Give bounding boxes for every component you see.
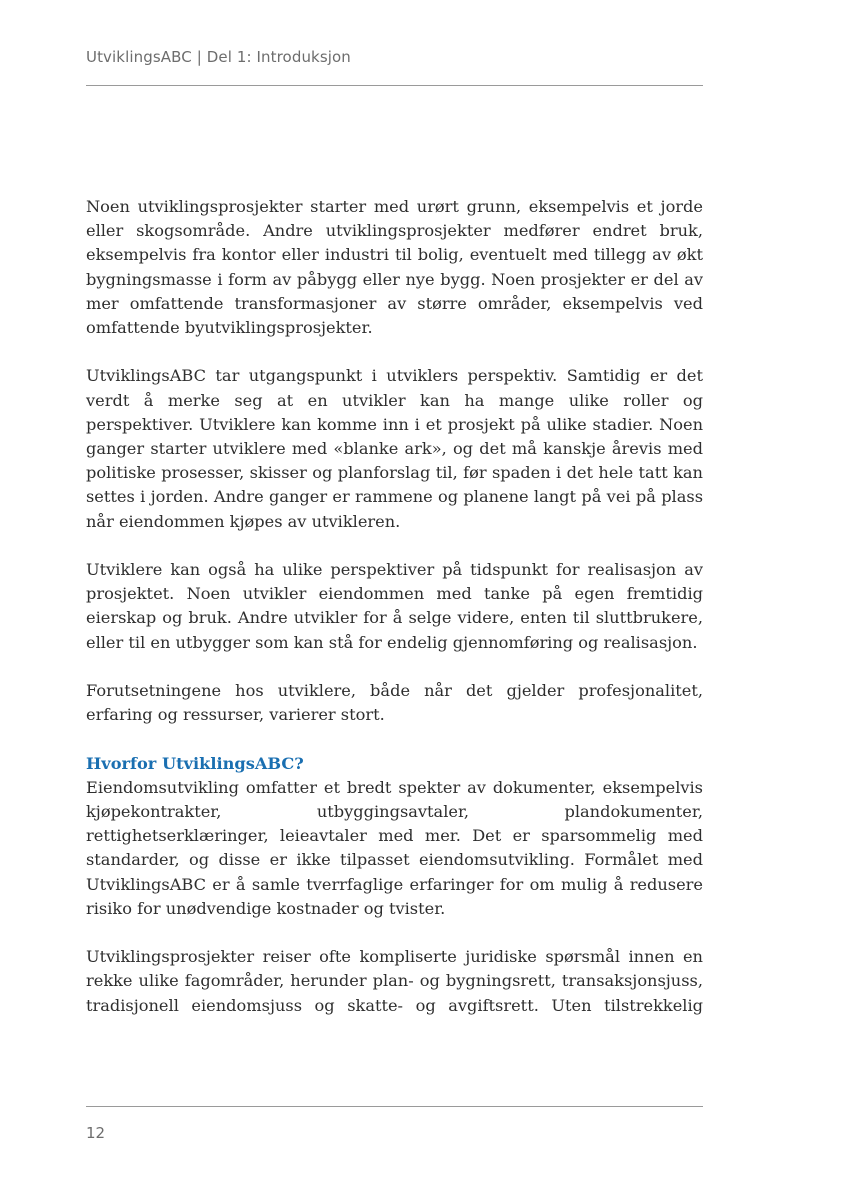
body-paragraph: Forutsetningene hos utviklere, både når det gjelder profesjonalitet, erfaring og ressurser, varierer stort. [86, 681, 703, 725]
body-paragraph: Utviklingsprosjekter reiser ofte kompliserte juridiske spørsmål innen en rekke ulike fagområder, herunder plan- og bygningsrett, transaksjonsjuss, tradisjonell eiendomsjuss og skatte- og avgiftsrett. Uten tilstrekkelig [86, 947, 703, 1015]
footer-divider [86, 1106, 703, 1107]
body-paragraph: Noen utviklingsprosjekter starter med urørt grunn, eksempelvis et jorde eller skogsområde. Andre utviklingsprosjekter medfører endret bruk, eksempelvis fra kontor eller industri til bolig, eventuelt med tillegg av økt bygningsmasse i form av påbygg eller nye bygg. Noen prosjekter er del av mer omfattende transformasjoner av større områder, eksempelvis ved omfattende byutviklingsprosjekter. [86, 197, 703, 338]
section-heading: Hvorfor UtviklingsABC? [86, 753, 304, 773]
body-paragraph: Eiendomsutvikling omfatter et bredt spekter av dokumenter, eksempelvis kjøpekontrakter, utbyggingsavtaler, plandokumenter, rettighetserklæringer, leieavtaler med mer. Det er sparsommelig med standarder, og disse er ikke tilpasset eiendomsutvikling. Formålet med UtviklingsABC er å samle tverrfaglige erfaringer for om mulig å redusere risiko for unødvendige kostnader og tvister. [86, 777, 703, 918]
page-number: 12 [86, 1124, 106, 1142]
body-paragraph: UtviklingsABC tar utgangspunkt i utviklers perspektiv. Samtidig er det verdt å merke seg at en utvikler kan ha mange ulike roller og perspektiver. Utviklere kan komme inn i et prosjekt på ulike stadier. Noen ganger starter utviklere med «blanke ark», og det må kanskje årevis med politiske prosesser, skisser og planforslag til, før spaden i det hele tatt kan settes i jorden. Andre ganger er rammene og planene langt på vei på plass når eiendommen kjøpes av utvikleren. [86, 366, 703, 531]
running-header: UtviklingsABC | Del 1: Introduksjon [86, 48, 351, 66]
page-body [86, 195, 703, 1018]
body-paragraph: Utviklere kan også ha ulike perspektiver på tidspunkt for realisasjon av prosjektet. Noen utvikler eiendommen med tanke på egen fremtidig eierskap og bruk. Andre utvikler for å selge videre, enten til sluttbrukere, eller til en utbygger som kan stå for endelig gjennomføring og realisasjon. [86, 560, 703, 652]
header-divider [86, 85, 703, 86]
